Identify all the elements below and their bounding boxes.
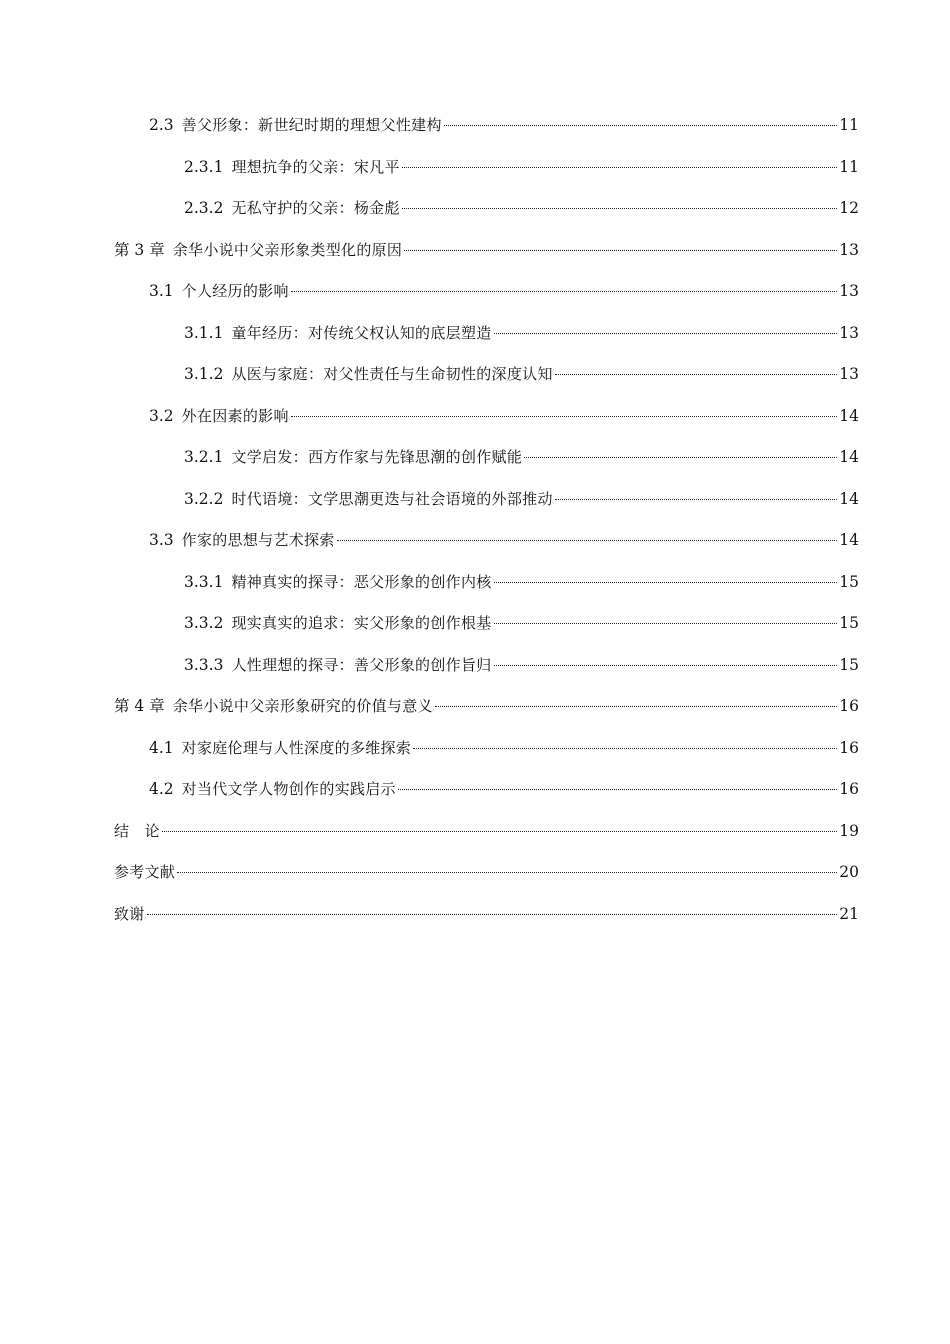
toc-entry-page-number: 16 (839, 697, 859, 715)
toc-entry-title: 外在因素的影响 (181, 406, 289, 425)
toc-entry-page-number: 19 (839, 821, 859, 840)
toc-entry-page-number: 11 (839, 157, 859, 176)
dot-leader (177, 871, 837, 873)
dot-leader (291, 415, 837, 417)
toc-entry-page-number: 11 (839, 116, 859, 134)
toc-entry[interactable] (114, 852, 859, 894)
toc-entry-number: 2.3 (149, 116, 174, 134)
toc-entry-number: 3.2.2 (184, 489, 224, 508)
toc-entry-page-number: 13 (839, 282, 859, 300)
toc-entry-page-number: 14 (839, 406, 859, 425)
dot-leader (291, 290, 837, 292)
toc-entry-title: 结 论 (114, 821, 160, 840)
dot-leader (398, 788, 837, 790)
toc-entry-title: 理想抗争的父亲：宋凡平 (231, 157, 400, 176)
toc-entry-title: 人性理想的探寻：善父形象的创作旨归 (231, 655, 492, 674)
dot-leader (555, 498, 837, 500)
toc-entry-title: 童年经历：对传统父权认知的底层塑造 (231, 323, 492, 342)
toc-entry-page-number: 21 (839, 904, 859, 923)
toc-entry-number: 3.3.3 (184, 655, 224, 674)
toc-entry-title: 对家庭伦理与人性深度的多维探索 (181, 738, 412, 757)
dot-leader (435, 705, 837, 707)
toc-entry-page-number: 15 (839, 655, 859, 674)
toc-entry-title: 余华小说中父亲形象类型化的原因 (172, 240, 403, 259)
toc-entry-title: 善父形象：新世纪时期的理想父性建构 (181, 116, 442, 134)
toc-entry-title: 参考文献 (114, 863, 176, 881)
toc-entry-number: 3.3 (149, 531, 174, 549)
toc-entry[interactable] (114, 396, 859, 438)
toc-entry-page-number: 16 (839, 780, 859, 798)
toc-entry[interactable] (114, 105, 859, 147)
toc-entry-title: 时代语境：文学思潮更迭与社会语境的外部推动 (231, 489, 553, 508)
toc-entry-page-number: 14 (839, 448, 859, 466)
toc-entry[interactable] (114, 728, 859, 770)
dot-leader (444, 124, 837, 126)
toc-entry[interactable] (114, 313, 859, 355)
toc-entry-number: 3.1.2 (184, 365, 224, 383)
toc-entry-page-number: 13 (839, 240, 859, 259)
toc-entry[interactable] (114, 479, 859, 521)
toc-entry[interactable] (114, 603, 859, 645)
dot-leader (494, 622, 837, 624)
dot-leader (494, 664, 837, 666)
toc-entry-page-number: 14 (839, 489, 859, 508)
dot-leader (555, 373, 837, 375)
dot-leader (402, 166, 837, 168)
toc-entry-title: 文学启发：西方作家与先锋思潮的创作赋能 (231, 448, 523, 466)
toc-entry-number: 第 4 章 (114, 697, 165, 715)
toc-entry-number: 4.2 (149, 780, 174, 798)
dot-leader (404, 249, 837, 251)
toc-entry-title: 无私守护的父亲：杨金彪 (231, 199, 400, 217)
dot-leader (494, 581, 837, 583)
toc-entry-number: 3.1 (149, 282, 174, 300)
toc-entry-title: 致谢 (114, 904, 145, 923)
toc-entry[interactable] (114, 188, 859, 230)
toc-entry[interactable] (114, 147, 859, 189)
toc-entry-page-number: 14 (839, 531, 859, 549)
dot-leader (402, 207, 837, 209)
toc-entry-page-number: 16 (839, 738, 859, 757)
toc-entry-page-number: 13 (839, 365, 859, 383)
toc-entry-title: 个人经历的影响 (181, 282, 289, 300)
toc-entry-page-number: 12 (839, 199, 859, 217)
toc-entry-title: 作家的思想与艺术探索 (181, 531, 335, 549)
toc-entry[interactable] (114, 562, 859, 604)
toc-entry-number: 第 3 章 (114, 240, 165, 259)
toc-entry[interactable] (114, 520, 859, 562)
table-of-contents (114, 105, 859, 935)
toc-entry[interactable] (114, 437, 859, 479)
toc-entry-number: 2.3.2 (184, 199, 224, 217)
dot-leader (524, 456, 837, 458)
dot-leader (494, 332, 837, 334)
toc-entry-page-number: 13 (839, 323, 859, 342)
toc-entry-number: 3.3.1 (184, 572, 224, 591)
toc-entry[interactable] (114, 769, 859, 811)
toc-entry-title: 从医与家庭：对父性责任与生命韧性的深度认知 (231, 365, 553, 383)
toc-entry-number: 3.2.1 (184, 448, 224, 466)
toc-entry[interactable] (114, 894, 859, 936)
toc-entry-number: 3.2 (149, 406, 174, 425)
toc-entry-number: 4.1 (149, 738, 174, 757)
toc-entry[interactable] (114, 271, 859, 313)
toc-entry[interactable] (114, 686, 859, 728)
toc-entry-page-number: 15 (839, 572, 859, 591)
toc-entry-page-number: 15 (839, 614, 859, 632)
toc-entry[interactable] (114, 811, 859, 853)
toc-entry-title: 现实真实的追求：实父形象的创作根基 (231, 614, 492, 632)
dot-leader (413, 747, 837, 749)
toc-entry[interactable] (114, 354, 859, 396)
toc-entry-number: 3.3.2 (184, 614, 224, 632)
toc-entry-number: 2.3.1 (184, 157, 224, 176)
toc-entry-title: 精神真实的探寻：恶父形象的创作内核 (231, 572, 492, 591)
dot-leader (147, 913, 837, 915)
toc-entry-page-number: 20 (839, 863, 859, 881)
toc-entry-number: 3.1.1 (184, 323, 224, 342)
toc-entry-title: 余华小说中父亲形象研究的价值与意义 (172, 697, 433, 715)
dot-leader (337, 539, 837, 541)
toc-entry-title: 对当代文学人物创作的实践启示 (181, 780, 396, 798)
toc-entry[interactable] (114, 230, 859, 272)
dot-leader (162, 830, 837, 832)
toc-entry[interactable] (114, 645, 859, 687)
